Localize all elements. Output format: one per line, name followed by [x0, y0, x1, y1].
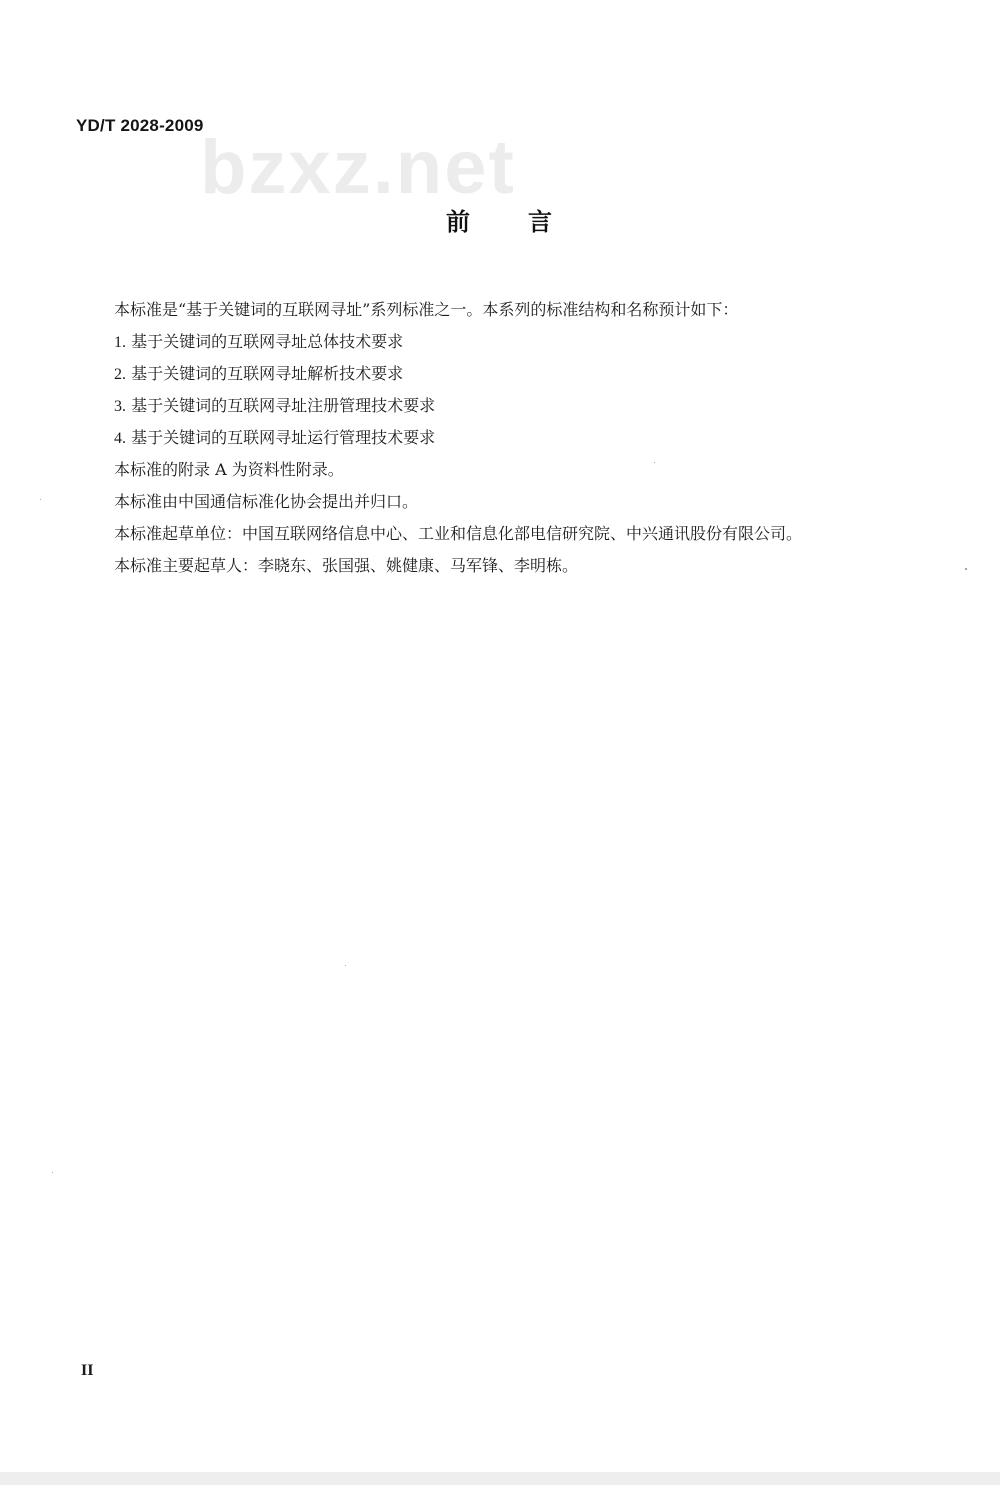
- list-item-text: 基于关键词的互联网寻址总体技术要求: [131, 332, 404, 351]
- appendix-note: 本标准的附录 A 为资料性附录。: [114, 460, 344, 479]
- foreword-heading: [0, 202, 1000, 237]
- list-item: [114, 358, 974, 390]
- drafting-units: 本标准起草单位：中国互联网络信息中心、工业和信息化部电信研究院、中兴通讯股份有限公司。: [114, 524, 803, 543]
- standard-number: YD/T 2028-2009: [76, 116, 204, 135]
- list-item: [114, 390, 974, 422]
- list-item-text: 基于关键词的互联网寻址注册管理技术要求: [131, 396, 436, 415]
- scan-speck: [654, 462, 655, 463]
- scan-speck: [40, 499, 41, 500]
- list-item: [114, 422, 974, 454]
- page-number: II: [81, 1362, 94, 1379]
- list-item-text: 基于关键词的互联网寻址运行管理技术要求: [131, 428, 436, 447]
- list-item-number: 2.: [114, 366, 126, 383]
- list-item-number: 1.: [114, 334, 126, 351]
- drafters: 本标准主要起草人：李晓东、张国强、姚健康、马军锋、李明栋。: [114, 556, 579, 575]
- proposer-note: 本标准由中国通信标准化协会提出并归口。: [114, 492, 419, 511]
- scan-speck: [52, 1172, 53, 1173]
- heading-char-1: 前: [446, 208, 472, 236]
- list-item-text: 基于关键词的互联网寻址解析技术要求: [131, 364, 404, 383]
- page-bottom-edge: [0, 1472, 1000, 1485]
- list-item: [114, 326, 974, 358]
- scan-speck: [965, 568, 967, 570]
- heading-char-2: 言: [528, 208, 554, 236]
- list-item-number: 4.: [114, 430, 126, 447]
- list-item-number: 3.: [114, 398, 126, 415]
- foreword-body: [114, 294, 974, 582]
- watermark: bzxz.net: [200, 125, 516, 210]
- scan-speck: [345, 965, 346, 966]
- intro-paragraph: 本标准是“基于关键词的互联网寻址”系列标准之一。本系列的标准结构和名称预计如下：: [114, 300, 739, 319]
